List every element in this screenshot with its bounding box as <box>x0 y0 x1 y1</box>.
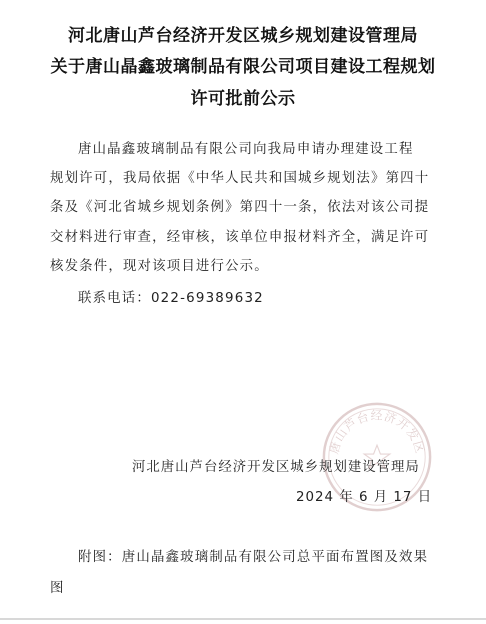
body-line-2: 规划许可，我局依据《中华人民共和国城乡规划法》第四十 <box>50 171 430 186</box>
signature-organization: 河北唐山芦台经济开发区城乡规划建设管理局 <box>132 460 420 475</box>
attachment-line-2: 图 <box>50 581 65 596</box>
body-line-5: 核发条件，现对该项目进行公示。 <box>50 259 269 274</box>
attachment-line-1: 附图：唐山晶鑫玻璃制品有限公司总平面布置图及效果 <box>78 550 429 565</box>
page-bottom-divider <box>0 618 486 620</box>
title-line-1: 河北唐山芦台经济开发区城乡规划建设管理局 <box>68 26 418 46</box>
body-line-4: 交材料进行审查，经审核，该单位申报材料齐全，满足许可 <box>50 230 430 245</box>
body-line-1: 唐山晶鑫玻璃制品有限公司向我局申请办理建设工程 <box>78 142 414 157</box>
signature-date: 2024 年 6 月 17 日 <box>296 490 433 505</box>
seal-text: 唐山芦台经济开发区 <box>326 408 428 456</box>
body-line-3: 条及《河北省城乡规划条例》第四十一条，依法对该公司提 <box>50 200 430 215</box>
title-line-2: 关于唐山晶鑫玻璃制品有限公司项目建设工程规划 <box>50 57 436 77</box>
contact-phone: 联系电话：022-69389632 <box>78 291 264 306</box>
title-line-3: 许可批前公示 <box>190 89 296 109</box>
